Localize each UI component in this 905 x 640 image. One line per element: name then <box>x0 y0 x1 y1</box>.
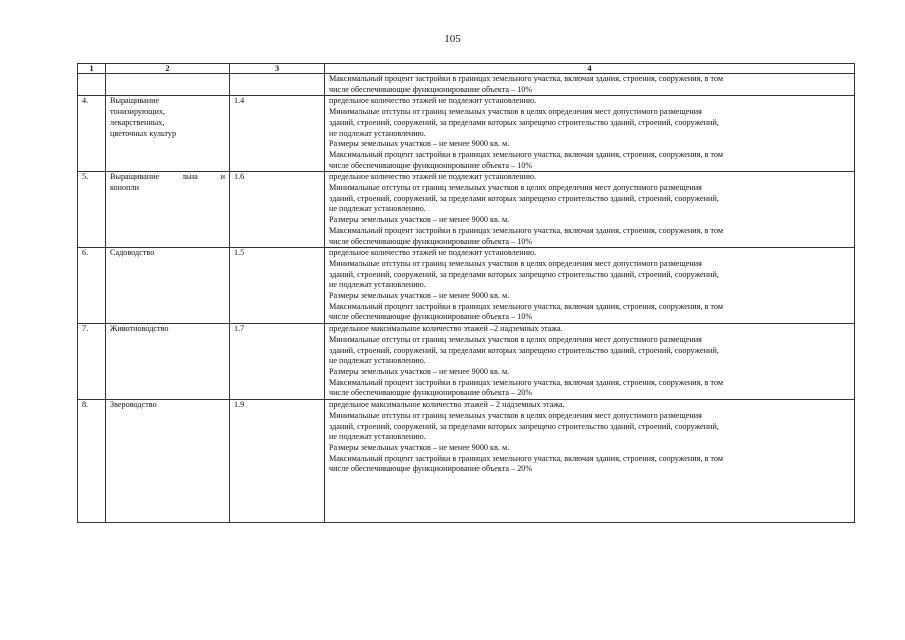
header-col-1: 1 <box>78 64 106 74</box>
text-line: Минимальные отступы от границ земельных участков в целях определения мест допустимого размещения <box>329 183 702 193</box>
text-line: Максимальный процент застройки в границах земельного участка, включая здания, строения, сооружения, в том <box>329 377 724 387</box>
name-line: Животноводство <box>110 324 169 334</box>
name-line: Выращивание льна и <box>110 172 225 182</box>
text-line: зданий, строений, сооружений, за пределами которых запрещено строительство зданий, строений, сооружений, <box>329 269 719 279</box>
text-line: зданий, строений, сооружений, за пределами которых запрещено строительство зданий, строений, сооружений, <box>329 117 719 127</box>
text-line: Максимальный процент застройки в границах земельного участка, включая здания, строения, сооружения, в том <box>329 453 724 463</box>
cell-name <box>106 172 230 248</box>
text-line: не подлежат установлению. <box>329 432 426 442</box>
text-line: не подлежат установлению. <box>329 128 426 138</box>
cell-description <box>325 324 855 400</box>
text-line: зданий, строений, сооружений, за пределами которых запрещено строительство зданий, строений, сооружений, <box>329 421 719 431</box>
text-line: предельное количество этажей не подлежит установлению. <box>329 248 537 258</box>
text-line: Минимальные отступы от границ земельных участков в целях определения мест допустимого размещения <box>329 258 702 268</box>
regulations-table <box>77 63 855 523</box>
text-line: Размеры земельных участков – не менее 9000 кв. м. <box>329 215 510 225</box>
text-line: числе обеспечивающие функционирование объекта – 20% <box>329 464 533 474</box>
name-line: Звероводство <box>110 400 157 410</box>
cell-code: 1.5 <box>230 248 325 324</box>
text-line: Максимальный процент застройки в границах земельного участка, включая здания, строения, сооружения, в том <box>329 74 724 83</box>
cell-description <box>325 74 855 96</box>
cell-number: 4. <box>78 96 106 172</box>
text-line: Размеры земельных участков – не менее 9000 кв. м. <box>329 139 510 149</box>
table-row <box>78 324 855 400</box>
cell-name <box>106 96 230 172</box>
cell-number: 8. <box>78 400 106 523</box>
table-row <box>78 400 855 523</box>
name-line: Выращивание <box>110 96 160 106</box>
page-number: 105 <box>444 33 461 45</box>
text-line: предельное максимальное количество этажей – 2 надземных этажа. <box>329 400 565 410</box>
cell-number: 6. <box>78 248 106 324</box>
name-line: Садоводство <box>110 248 155 258</box>
cell-empty <box>78 74 106 96</box>
cell-code: 1.7 <box>230 324 325 400</box>
header-col-3: 3 <box>230 64 325 74</box>
cell-name <box>106 324 230 400</box>
text-line: числе обеспечивающие функционирование объекта – 10% <box>329 160 533 170</box>
cell-code: 1.6 <box>230 172 325 248</box>
cell-empty <box>106 74 230 96</box>
cell-name <box>106 248 230 324</box>
cell-description <box>325 248 855 324</box>
name-line: лекарственных, <box>110 117 165 127</box>
text-line: зданий, строений, сооружений, за пределами которых запрещено строительство зданий, строений, сооружений, <box>329 193 719 203</box>
table-row <box>78 96 855 172</box>
name-line: цветочных культур <box>110 128 177 138</box>
text-line: числе обеспечивающие функционирование объекта – 10% <box>329 236 533 246</box>
text-line: Размеры земельных участков – не менее 9000 кв. м. <box>329 291 510 301</box>
text-line: Минимальные отступы от границ земельных участков в целях определения мест допустимого размещения <box>329 410 702 420</box>
name-line: конопли <box>110 183 139 193</box>
cell-description <box>325 172 855 248</box>
text-line: числе обеспечивающие функционирование объекта – 20% <box>329 388 533 398</box>
table-row <box>78 248 855 324</box>
cell-description <box>325 96 855 172</box>
text-line: не подлежат установлению. <box>329 280 426 290</box>
text-line: Минимальные отступы от границ земельных участков в целях определения мест допустимого размещения <box>329 334 702 344</box>
text-line: Максимальный процент застройки в границах земельного участка, включая здания, строения, сооружения, в том <box>329 225 724 235</box>
text-line: Размеры земельных участков – не менее 9000 кв. м. <box>329 442 510 452</box>
cell-code: 1.9 <box>230 400 325 523</box>
text-line: предельное максимальное количество этажей –2 надземных этажа. <box>329 324 563 334</box>
cell-number: 5. <box>78 172 106 248</box>
cell-name <box>106 400 230 523</box>
name-line: тонизирующих, <box>110 107 165 117</box>
text-line: Максимальный процент застройки в границах земельного участка, включая здания, строения, сооружения, в том <box>329 149 724 159</box>
text-line: не подлежат установлению. <box>329 204 426 214</box>
cell-code: 1.4 <box>230 96 325 172</box>
text-line: не подлежат установлению. <box>329 356 426 366</box>
header-col-2: 2 <box>106 64 230 74</box>
header-col-4: 4 <box>325 64 855 74</box>
continuation-row <box>78 74 855 96</box>
cell-description <box>325 400 855 523</box>
text-line: Максимальный процент застройки в границах земельного участка, включая здания, строения, сооружения, в том <box>329 301 724 311</box>
text-line: предельное количество этажей не подлежит установлению. <box>329 96 537 106</box>
table-header-row <box>78 64 855 74</box>
text-line: Минимальные отступы от границ земельных участков в целях определения мест допустимого размещения <box>329 107 702 117</box>
cell-number: 7. <box>78 324 106 400</box>
text-line: числе обеспечивающие функционирование объекта – 10% <box>329 312 533 322</box>
table-row <box>78 172 855 248</box>
text-line: Размеры земельных участков – не менее 9000 кв. м. <box>329 366 510 376</box>
text-line: зданий, строений, сооружений, за пределами которых запрещено строительство зданий, строений, сооружений, <box>329 345 719 355</box>
cell-empty <box>230 74 325 96</box>
text-line: предельное количество этажей не подлежит установлению. <box>329 172 537 182</box>
text-line: числе обеспечивающие функционирование объекта – 10% <box>329 84 533 94</box>
